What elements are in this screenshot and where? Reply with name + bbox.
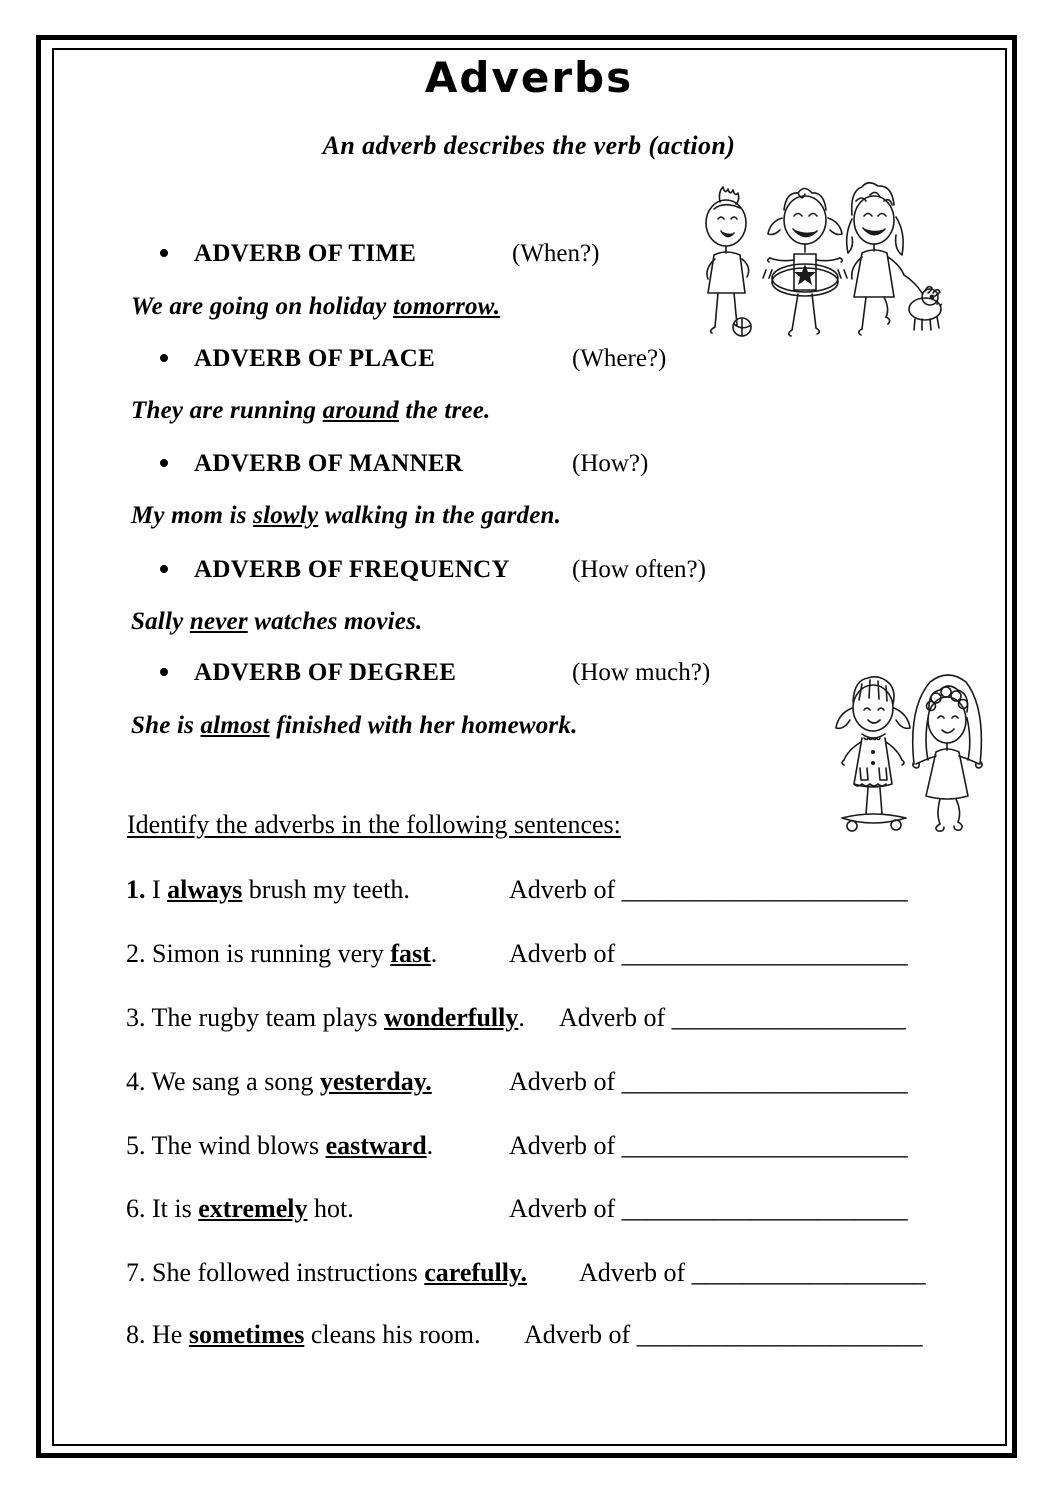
answer-field-1[interactable] (509, 875, 908, 905)
question-number: 4. (126, 1067, 146, 1096)
question-adverb: always (167, 875, 243, 904)
question-text-before: It is (145, 1194, 199, 1223)
question-text-after: . (426, 1131, 434, 1160)
clipart-girl-jumping-rope (900, 668, 995, 836)
answer-field-8[interactable] (524, 1320, 923, 1350)
bullet-row-place (136, 345, 836, 375)
question-sentence (126, 939, 437, 969)
example-adverb: tomorrow. (393, 293, 501, 320)
question-text-after: hot. (307, 1194, 354, 1223)
answer-label: Adverb of (509, 1067, 622, 1096)
question-adverb: sometimes (188, 1320, 305, 1349)
question-adverb: carefully. (424, 1258, 528, 1287)
answer-field-3[interactable] (559, 1003, 906, 1033)
question-text-before: He (145, 1320, 189, 1349)
example-adverb: slowly (253, 502, 319, 529)
answer-label: Adverb of (524, 1320, 637, 1349)
answer-blank[interactable]: ______________________ (621, 939, 908, 968)
example-adverb: almost (200, 712, 270, 739)
answer-label: Adverb of (579, 1258, 692, 1287)
adverb-type-question-frequency: (How often?) (572, 556, 706, 583)
question-number: 3. (126, 1003, 146, 1032)
question-sentence (126, 1131, 433, 1161)
answer-blank[interactable]: ______________________ (621, 1194, 908, 1223)
adverb-type-label-degree: ADVERB OF DEGREE (194, 659, 457, 686)
example-sentence-manner (131, 502, 561, 530)
question-number: 8. (126, 1320, 146, 1349)
clipart-girl-with-dog (832, 175, 942, 340)
example-sentence-time (131, 293, 500, 321)
example-text-before: Sally (131, 608, 190, 635)
adverb-type-label-manner: ADVERB OF MANNER (194, 450, 464, 477)
adverb-type-question-time: (When?) (512, 240, 600, 267)
question-number: 6. (126, 1194, 146, 1223)
exercise-item-2 (126, 939, 946, 973)
adverb-type-question-degree: (How much?) (572, 659, 711, 686)
answer-blank[interactable]: ______________________ (621, 875, 908, 904)
page-subtitle: An adverb describes the verb (action) (322, 131, 736, 160)
adverb-type-label-place: ADVERB OF PLACE (194, 345, 436, 372)
bullet-dot-icon (160, 565, 168, 573)
answer-blank[interactable]: ______________________ (621, 1067, 908, 1096)
exercise-item-4 (126, 1067, 946, 1101)
page-title: Adverbs (424, 53, 634, 102)
question-adverb: yesterday. (319, 1067, 432, 1096)
exercise-item-8 (126, 1320, 946, 1354)
answer-blank[interactable]: ______________________ (636, 1320, 923, 1349)
example-sentence-place (131, 397, 490, 425)
question-sentence (126, 1194, 354, 1224)
adverb-type-label-frequency: ADVERB OF FREQUENCY (194, 556, 510, 583)
example-text-after: walking in the garden. (318, 502, 562, 529)
exercise-heading: Identify the adverbs in the following sentences: (127, 810, 621, 839)
question-adverb: wonderfully (384, 1003, 519, 1032)
question-adverb: extremely (198, 1194, 308, 1223)
answer-blank[interactable]: ______________________ (621, 1131, 908, 1160)
adverb-type-question-manner: (How?) (572, 450, 649, 477)
question-number: 7. (126, 1258, 146, 1287)
question-text-before: She followed instructions (145, 1258, 425, 1287)
example-text-before: My mom is (131, 502, 254, 529)
question-sentence (126, 1320, 481, 1350)
answer-field-6[interactable] (509, 1194, 908, 1224)
question-number: 2. (126, 939, 146, 968)
exercise-item-3 (126, 1003, 946, 1037)
exercise-item-7 (126, 1258, 946, 1292)
example-sentence-frequency (131, 608, 422, 636)
answer-blank[interactable]: __________________ (691, 1258, 926, 1287)
question-sentence (126, 1067, 432, 1097)
adverb-type-label-time: ADVERB OF TIME (194, 240, 417, 267)
question-text-before: The wind blows (145, 1131, 326, 1160)
bullet-row-manner (136, 450, 836, 480)
bullet-row-frequency (136, 556, 836, 586)
answer-label: Adverb of (559, 1003, 672, 1032)
adverb-type-question-place: (Where?) (572, 345, 667, 372)
answer-label: Adverb of (509, 1131, 622, 1160)
question-number: 5. (126, 1131, 146, 1160)
question-adverb: eastward (325, 1131, 427, 1160)
answer-blank[interactable]: __________________ (671, 1003, 906, 1032)
question-sentence (126, 875, 410, 905)
question-text-after: . (430, 939, 438, 968)
question-text-after: brush my teeth. (242, 875, 410, 904)
example-text-before: We are going on holiday (131, 293, 393, 320)
question-sentence (126, 1258, 527, 1288)
bullet-dot-icon (160, 354, 168, 362)
bullet-dot-icon (160, 249, 168, 257)
exercise-item-1 (126, 875, 946, 909)
example-text-before: They are running (131, 397, 323, 424)
answer-field-2[interactable] (509, 939, 908, 969)
bullet-dot-icon (160, 668, 168, 676)
question-text-before: We sang a song (145, 1067, 320, 1096)
example-adverb: never (189, 608, 248, 635)
example-sentence-degree (131, 712, 578, 740)
answer-label: Adverb of (509, 1194, 622, 1223)
example-text-after: watches movies. (247, 608, 423, 635)
answer-label: Adverb of (509, 875, 622, 904)
example-text-after: the tree. (398, 397, 491, 424)
question-number: 1. (126, 875, 146, 904)
question-text-before: Simon is running very (145, 939, 391, 968)
bullet-row-degree (136, 659, 836, 689)
answer-label: Adverb of (509, 939, 622, 968)
question-text-after: cleans his room. (304, 1320, 481, 1349)
answer-field-5[interactable] (509, 1131, 908, 1161)
answer-field-7[interactable] (579, 1258, 926, 1288)
question-adverb: fast (390, 939, 431, 968)
exercise-item-5 (126, 1131, 946, 1165)
example-text-before: She is (131, 712, 201, 739)
bullet-dot-icon (160, 459, 168, 467)
question-sentence (126, 1003, 525, 1033)
example-text-after: finished with her homework. (269, 712, 578, 739)
answer-field-4[interactable] (509, 1067, 908, 1097)
question-text-before: The rugby team plays (145, 1003, 385, 1032)
exercise-item-6 (126, 1194, 946, 1228)
question-text-before: I (145, 875, 168, 904)
example-adverb: around (322, 397, 399, 424)
question-text-after: . (518, 1003, 525, 1032)
